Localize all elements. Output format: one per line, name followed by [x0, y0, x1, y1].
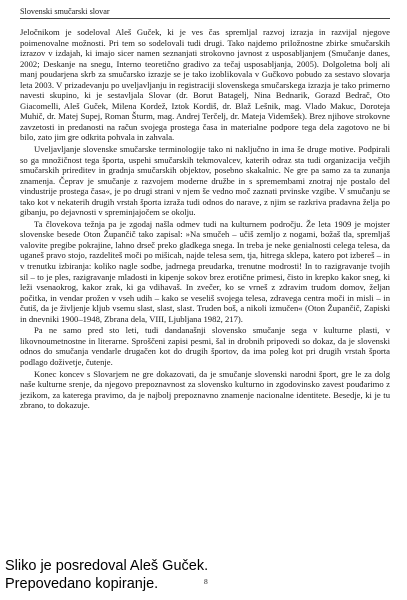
running-header	[20, 6, 390, 19]
paragraph-1: Jeločnikom je sodeloval Aleš Guček, ki je ves čas spremljal razvoj izrazja in razvijal njegove poimenovalne možnosti. Pri tem so sodelovali tudi drugi. Tako najdemo priložnostne zbirke smučarskih izrazov v izdajah, ki imajo sicer namen seznanjati strokovno javnost z usposabljanjem (Smučanje danes, 2002; Deskanje na snegu, Interno teoretično gradivo za tečaj usposabljanja, 2005). Dolgoletna bolj ali manj poudarjena skrb za smučarsko izrazje se je tako izoblikovala v Gučkovo pobudo za sestavo slovarja leta 2003. V prizadevanju po uveljavljanju in registraciji slovenskega smučarskega izrazja je tako primerno navesti skupino, ki je sestavljala Slovar (dr. Borut Batagelj, Nina Bednarik, Gorazd Bedrač, Oto Giacomelli, Aleš Guček, Milena Kordež, Iztok Kordiš, dr. Blaž Lešnik, mag. Vlado Makuc, Doroteja Muhič, dr. Matej Supej, Roman Šturm, mag. Andrej Terčelj, dr. Mateja Videmšek). Brez njihove strokovne zavzetosti in predanosti na račun svojega prostega časa in materialne podpore tega dela zagotovo ne bi bilo, zato jim gre odkrita pohvala in zahvala.	[20, 27, 390, 143]
paragraph-2: Uveljavljanje slovenske smučarske terminologije tako ni naključno in ima še druge motive. Podpirali so ga množičnost tega športa, uspehi smučarskih tekmovalcev, katerih odraz sta tudi organizacija večjih smučarskih prireditev in gradnja smučarskih objektov, posebno skakalnic. Ne gre pa samo za ta zunanja znamenja. Čeprav je smučanje z razvojem moderne družbe in s spremembami znotraj nje postalo del vindustrije prostega časa«, je po drugi strani v njem še vedno moč zaznati prvinske vzgibe. V smučanju se tako kot v nekaterih drugih vrstah športa izraža tudi odnos do narave, z njim se razkriva pradavna želja po gibanju, po dejavnosti v spreminjajočem se okolju.	[20, 144, 390, 218]
paragraph-4: Pa ne samo pred sto leti, tudi dandanašnji slovensko smučanje sega v kulturne plasti, v likovnoumetnostne in literarne. Sproščeni zapisi pesmi, šal in drobnih pripovedi so dokaz, da je slovenski odnos do smučanja vendarle drugačen kot do drugih športov, da ima poleg kot pri drugih vrstah športa podlago doživetje, čutenje.	[20, 325, 390, 367]
page-number: 8	[204, 577, 208, 586]
paragraph-3: Ta človekova težnja pa je zgodaj našla odmev tudi na kulturnem področju. Že leta 1909 je mojster slovenske besede Oton Župančič tako zapisal: »Na smučeh – učiš zemljo z nogami, božaš tla, spremljaš valovite pregibe pokrajine, lahno drseč preko gladkega snega. In treba je neke genialnosti celega telesa, da uganeš pravo stojo, razdeliteš moči po mišicah, najde telesa sem, tja, hitrega sklepa, katero pot izbereš – in v trenutku izbiranja: koliko nagle sodbe, jadrnega preudarka, trenutne modrosti! In to razigravanje tvojih sil – to je ples, razigravanje mladosti in kipenje sokov brez erotične primesi, čisto in krepko kakor sneg, ki leži vsenaokrog, kakor zrak, ki ga vdihavaš. In zvečer, ko se vrneš z zdravim trudom domov, željan počitka, in vendar prožen v vseh udih – kako se veseliš svojega telesa, zdravega centra moči in misli – in čutiš, da je življenje kljub vsemu slast, slast, slast. Truden boš, a nikoli izmučen« (Oton Župančič, Zapiski in dnevniki 1900–1948, Zbrana dela, VIII, Ljubljana 1982, 217).	[20, 218, 390, 324]
credit-line: Sliko je posredoval Aleš Guček.	[5, 558, 209, 574]
paragraph-5: Konec koncev s Slovarjem ne gre dokazovati, da je smučanje slovenski narodni šport, gre le za dolg naše kulturne srenje, da njegovo prepoznavnost za slovensko kulturno in zgodovinsko zavest pouđarimo z jezikom, za katerega pravimo, da je najbolj prepoznavno znamenje nacionalne identitete. Besedje, ki je tu zbrano, to dokazuje.	[20, 368, 390, 411]
image-credit	[5, 558, 208, 593]
body-text	[20, 27, 390, 412]
running-title: Slovenski smučarski slovar	[20, 7, 110, 16]
copyright-line: Prepovedano kopiranje.	[5, 575, 159, 592]
